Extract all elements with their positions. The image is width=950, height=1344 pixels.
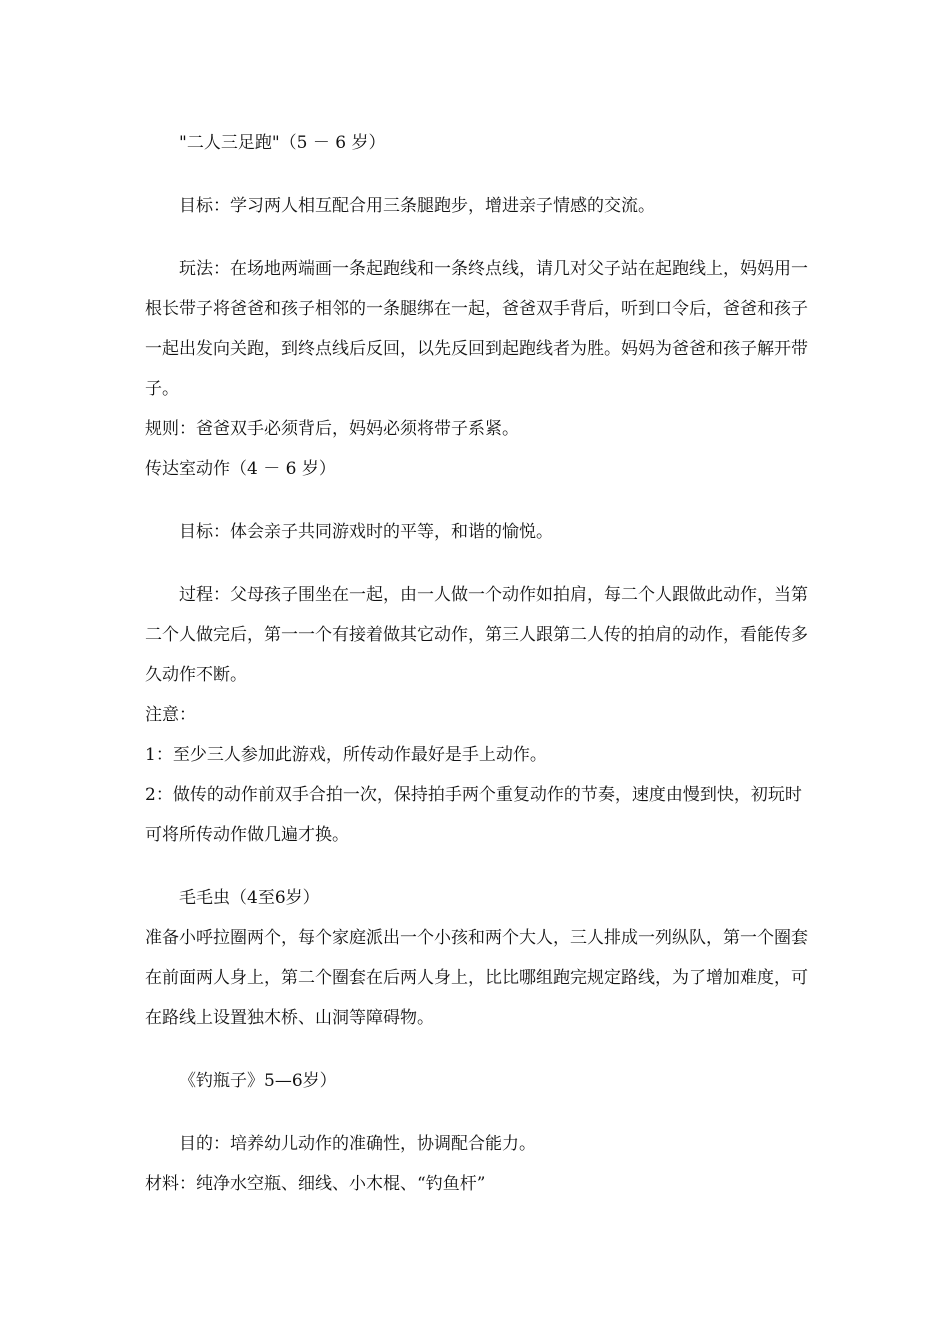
game4-title: 《钓瓶子》5—6岁）: [179, 1071, 337, 1091]
game3-title: 毛毛虫（4至6岁）: [179, 888, 320, 908]
game4-purpose: 目的：培养幼儿动作的准确性，协调配合能力。: [179, 1134, 536, 1154]
game1-goal: 目标：学习两人相互配合用三条腿跑步，增进亲子情感的交流。: [179, 196, 655, 216]
game4-materials: 材料：纯净水空瓶、细线、小木棍、“钓鱼杆”: [145, 1174, 486, 1194]
game2-note-1: 1：至少三人参加此游戏，所传动作最好是手上动作。: [145, 745, 547, 765]
game2-note-2: 2：做传的动作前双手合拍一次，保持拍手两个重复动作的节奏，速度由慢到快，初玩时可将所传动作做几遍才换。: [145, 785, 802, 845]
game1-title: "二人三足跑"（5 － 6 岁）: [179, 133, 386, 153]
game1-play: 玩法：在场地两端画一条起跑线和一条终点线，请几对父子站在起跑线上，妈妈用一根长带子将爸爸和孩子相邻的一条腿绑在一起，爸爸双手背后，听到口令后，爸爸和孩子一起出发向关跑，到终点线后反回，以先反回到起跑线者为胜。妈妈为爸爸和孩子解开带子。: [145, 259, 808, 399]
game2-title: 传达室动作（4 － 6 岁）: [145, 459, 336, 479]
game2-notes-heading: 注意：: [145, 705, 196, 725]
game2-process: 过程：父母孩子围坐在一起，由一人做一个动作如拍肩，每二个人跟做此动作，当第二个人做完后，第一一个有接着做其它动作，第三人跟第二人传的拍肩的动作，看能传多久动作不断。: [145, 585, 808, 685]
game3-description: 准备小呼拉圈两个，每个家庭派出一个小孩和两个大人，三人排成一列纵队，第一个圈套在前面两人身上，第二个圈套在后两人身上，比比哪组跑完规定路线，为了增加难度，可在路线上设置独木桥、山洞等障碍物。: [145, 928, 808, 1028]
game1-rules: 规则：爸爸双手必须背后，妈妈必须将带子系紧。: [145, 419, 519, 439]
game2-goal: 目标：体会亲子共同游戏时的平等，和谐的愉悦。: [179, 522, 553, 542]
